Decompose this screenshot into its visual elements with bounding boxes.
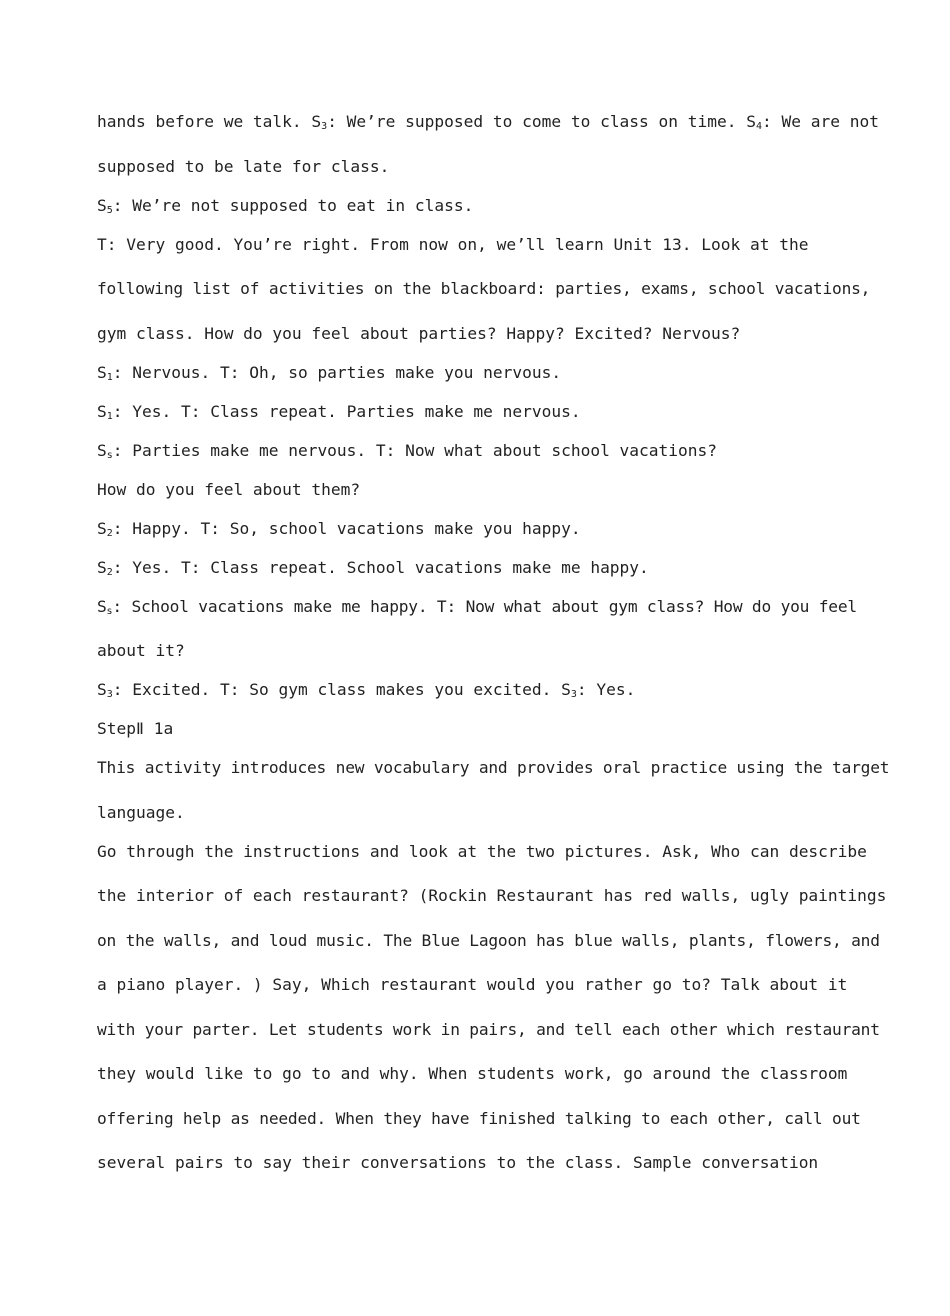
text-line: $S_s$: School vacations make me happy. T: Now what about gym class? How do you feel	[97, 596, 857, 617]
text-segment: hands before we talk. $S_3$: We’re supposed to come to class on time. $S_4$: We are not	[97, 112, 879, 132]
dialogue-vacations	[97, 509, 857, 671]
text-line: offering help as needed. When they have finished talking to each other, call out	[97, 1108, 861, 1128]
text-line: on the walls, and loud music. The Blue Lagoon has blue walls, plants, flowers, and	[97, 930, 880, 950]
document-page	[97, 102, 890, 1182]
text-line: about it?	[97, 641, 185, 660]
text-line: they would like to go to and why. When students work, go around the classroom	[97, 1064, 848, 1083]
text-line: with your parter. Let students work in pairs, and tell each other which restaurant	[97, 1019, 880, 1039]
text-line: $S_2$: Happy. T: So, school vacations make you happy.	[97, 518, 581, 539]
text-line: gym class. How do you feel about parties? Happy? Excited? Nervous?	[97, 323, 741, 343]
text-line: $S_3$: Excited. T: So gym class makes you excited. $S_3$: Yes.	[97, 680, 636, 700]
step-title: StepⅡ 1a	[97, 719, 174, 738]
paragraph-teacher-intro	[97, 225, 871, 353]
text-line	[97, 102, 879, 147]
paragraph-activity-intro	[97, 748, 890, 832]
dialogue-parties	[97, 353, 853, 509]
step-heading	[97, 709, 853, 748]
paragraph-instructions	[97, 832, 887, 1183]
text-line: $S_5$: We’re not supposed to eat in class.	[97, 195, 474, 216]
text-line: How do you feel about them?	[97, 479, 361, 499]
text-line: This activity introduces new vocabulary and provides oral practice using the target	[97, 758, 890, 777]
text-line: a piano player. ) Say, Which restaurant would you rather go to? Talk about it	[97, 975, 848, 994]
text-line: several pairs to say their conversations to the class. Sample conversation	[97, 1153, 819, 1172]
text-line: T: Very good. You’re right. From now on, we’ll learn Unit 13. Look at the	[97, 234, 809, 254]
dialogue-gym	[97, 670, 853, 709]
text-line: the interior of each restaurant? (Rockin Restaurant has red walls, ugly paintings	[97, 886, 887, 905]
text-line: $S_s$: Parties make me nervous. T: Now what about school vacations?	[97, 440, 718, 461]
paragraph-rules-continued	[97, 102, 879, 186]
text-line: supposed to be late for class.	[97, 156, 390, 176]
text-line: language.	[97, 802, 185, 822]
text-line: $S_2$: Yes. T: Class repeat. School vacations make me happy.	[97, 557, 649, 578]
paragraph-s5	[97, 186, 853, 225]
text-line: $S_1$: Yes. T: Class repeat. Parties make me nervous.	[97, 401, 581, 422]
text-line: following list of activities on the blackboard: parties, exams, school vacations,	[97, 279, 871, 298]
text-line: Go through the instructions and look at the two pictures. Ask, Who can describe	[97, 841, 867, 861]
text-line: $S_1$: Nervous. T: Oh, so parties make you nervous.	[97, 362, 562, 383]
